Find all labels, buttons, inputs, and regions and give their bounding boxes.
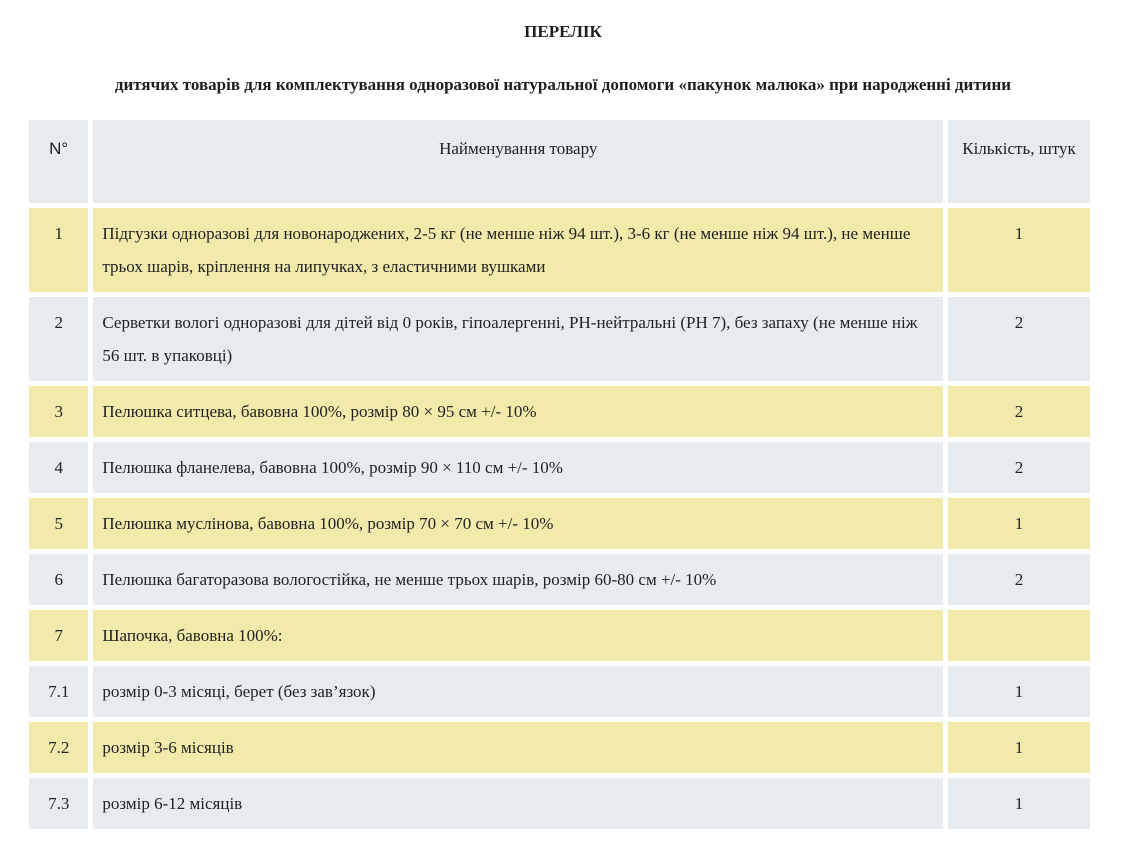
row-name: розмір 0-3 місяці, берет (без зав’язок): [93, 666, 943, 717]
table-row: [29, 666, 1090, 717]
table-row: [29, 722, 1090, 773]
table-header-row: [29, 120, 1090, 203]
row-number: 7.2: [29, 722, 88, 773]
row-quantity: 2: [948, 442, 1090, 493]
header-quantity: Кількість, штук: [948, 120, 1090, 203]
table-row: [29, 498, 1090, 549]
row-number: 6: [29, 554, 88, 605]
row-name: розмір 3-6 місяців: [93, 722, 943, 773]
document-subtitle: дитячих товарів для комплектування одноразової натуральної допомоги «пакунок малюка» при народженні дитини: [114, 75, 1012, 94]
row-name: розмір 6-12 місяців: [93, 778, 943, 829]
row-quantity: 1: [948, 722, 1090, 773]
goods-table: [24, 115, 1095, 834]
table-row: [29, 386, 1090, 437]
table-row: [29, 208, 1090, 292]
row-quantity: 2: [948, 386, 1090, 437]
row-number: 7.3: [29, 778, 88, 829]
document-title: ПЕРЕЛІК: [524, 22, 602, 41]
row-quantity: 1: [948, 208, 1090, 292]
row-number: 5: [29, 498, 88, 549]
row-quantity: 1: [948, 666, 1090, 717]
table-row: [29, 297, 1090, 381]
table-row: [29, 610, 1090, 661]
row-quantity: [948, 610, 1090, 661]
row-number: 1: [29, 208, 88, 292]
row-number: 3: [29, 386, 88, 437]
row-name: Пелюшка ситцева, бавовна 100%, розмір 80 × 95 см +/- 10%: [93, 386, 943, 437]
row-name: Пелюшка муслінова, бавовна 100%, розмір 70 × 70 см +/- 10%: [93, 498, 943, 549]
row-number: 2: [29, 297, 88, 381]
header-number: N°: [29, 120, 88, 203]
table-row: [29, 554, 1090, 605]
row-quantity: 2: [948, 297, 1090, 381]
table-row: [29, 778, 1090, 829]
header-name: Найменування товару: [93, 120, 943, 203]
row-quantity: 1: [948, 498, 1090, 549]
row-quantity: 1: [948, 778, 1090, 829]
table-row: [29, 442, 1090, 493]
row-name: Пелюшка фланелева, бавовна 100%, розмір 90 × 110 см +/- 10%: [93, 442, 943, 493]
row-name: Серветки вологі одноразові для дітей від 0 років, гіпоалергенні, PH-нейтральні (PH 7), без запаху (не менше ніж 56 шт. в упаковці): [93, 297, 943, 381]
row-number: 7: [29, 610, 88, 661]
row-number: 7.1: [29, 666, 88, 717]
row-quantity: 2: [948, 554, 1090, 605]
row-number: 4: [29, 442, 88, 493]
row-name: Шапочка, бавовна 100%:: [93, 610, 943, 661]
row-name: Підгузки одноразові для новонароджених, 2-5 кг (не менше ніж 94 шт.), 3-6 кг (не менше ніж 94 шт.), не менше трьох шарів, кріплення на липучках, з еластичними вушками: [93, 208, 943, 292]
row-name: Пелюшка багаторазова вологостійка, не менше трьох шарів, розмір 60-80 см +/- 10%: [93, 554, 943, 605]
